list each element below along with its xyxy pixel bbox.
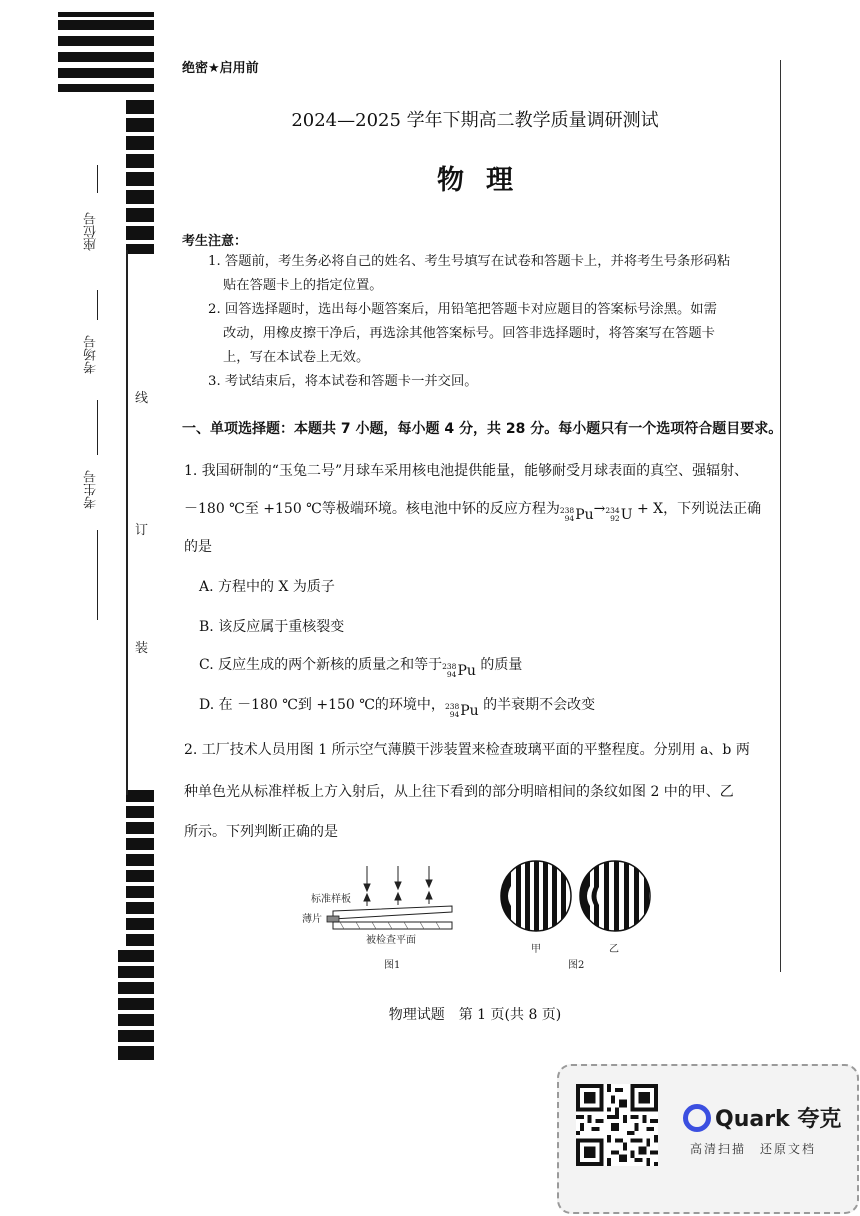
binding-bar — [58, 36, 154, 46]
binding-bar — [126, 136, 154, 150]
notice-text: 上，写在本试卷上无效。 — [223, 350, 370, 365]
air-wedge-diagram — [300, 858, 460, 970]
page-footer: 物理试题 第 1 页(共 8 页) — [388, 1007, 562, 1023]
binding-bar — [58, 20, 154, 30]
binding-xian: 线 — [135, 391, 149, 406]
right-margin-line — [780, 60, 781, 972]
binding-bar — [126, 154, 154, 168]
q2-line-3: 所示。下列判断正确的是 — [184, 824, 338, 840]
fig1-label-shim: 薄片 — [302, 914, 322, 925]
binding-bar — [126, 838, 154, 850]
q1-option-a: A. 方程中的 X 为质子 — [199, 579, 335, 595]
confidential-mark: 绝密★启用前 — [182, 61, 259, 76]
figure-1 — [300, 858, 460, 970]
binding-bar — [126, 790, 154, 802]
binding-bar — [126, 886, 154, 898]
fig1-label-flat: 被检查平面 — [366, 935, 416, 946]
subject-title: 物理 — [437, 165, 535, 196]
binding-zhuang: 装 — [135, 641, 149, 656]
qr-code-icon[interactable] — [576, 1084, 658, 1166]
mass-number: 238 — [559, 506, 575, 515]
notice-text: 2. 回答选择题时，选出每小题答案后，用铅笔把答题卡对应题目的答案标号涂黑。如需 — [208, 302, 717, 317]
seat-number-label: 座位号 — [84, 212, 99, 251]
binding-bar — [118, 982, 154, 994]
mass-number: 238 — [444, 702, 460, 711]
notice-item-2-cont — [208, 346, 756, 370]
quark-logo-icon — [683, 1104, 711, 1132]
atomic-number: 94 — [449, 710, 460, 719]
mass-number: 234 — [605, 506, 620, 515]
binding-bar — [126, 822, 154, 834]
notice-text: 3. 考试结束后，将本试卷和答题卡一并交回。 — [208, 374, 478, 389]
binding-bar — [126, 190, 154, 204]
binding-bar — [126, 172, 154, 186]
binding-bar — [126, 226, 154, 240]
quark-tagline: 高清扫描 还原文档 — [690, 1142, 817, 1156]
fig2-label-yi: 乙 — [609, 944, 619, 955]
binding-bar — [126, 870, 154, 882]
quark-brand-en: Quark — [715, 1107, 790, 1132]
q1-option-b: B. 该反应属于重核裂变 — [199, 619, 345, 635]
nuclide-pu — [442, 663, 476, 679]
element-symbol: U — [620, 507, 633, 523]
q1-line-1: 1. 我国研制的“玉兔二号”月球车采用核电池提供能量，能够耐受月球表面的真空、强辐射、 — [184, 463, 749, 479]
binding-bar — [126, 806, 154, 818]
binding-bar — [126, 902, 154, 914]
notice-item-2 — [208, 298, 756, 346]
notice-text: 贴在答题卡上的指定位置。 — [223, 278, 383, 293]
atomic-number: 94 — [564, 514, 575, 523]
option-text: 的质量 — [475, 657, 523, 673]
quark-brand-cn: 夸克 — [797, 1107, 842, 1132]
atomic-number: 94 — [446, 670, 457, 679]
nuclide-pu — [445, 703, 479, 719]
atomic-number: 92 — [610, 514, 620, 523]
binding-bar — [126, 244, 154, 254]
binding-ding: 订 — [135, 523, 149, 538]
binding-bar — [126, 118, 154, 132]
fringe-patterns — [498, 856, 654, 942]
exam-room-label: 考场号 — [84, 335, 99, 374]
q2-line-1: 2. 工厂技术人员用图 1 所示空气薄膜干涉装置来检查玻璃平面的平整程度。分别用 a、b 两 — [184, 742, 750, 758]
binding-bar — [58, 52, 154, 62]
q1-text: －180 ℃至 +150 ℃等极端环境。核电池中钚的反应方程为 — [184, 501, 560, 517]
binding-bar — [118, 966, 154, 978]
exam-title: 2024—2025 学年下期高二教学质量调研测试 — [291, 110, 659, 131]
q2-line-2: 种单色光从标准样板上方入射后，从上往下看到的部分明暗相间的条纹如图 2 中的甲、乙 — [184, 784, 734, 800]
notice-text: 1. 答题前，考生务必将自己的姓名、考生号填写在试卷和答题卡上，并将考生号条形码粘 — [208, 254, 731, 269]
binding-bar — [126, 100, 154, 114]
binding-bar — [58, 84, 154, 92]
binding-bar — [118, 950, 154, 962]
id-write-line — [97, 530, 98, 620]
candidate-number-label: 考生号 — [84, 470, 99, 509]
notice-heading: 考生注意： — [182, 234, 248, 249]
binding-bar — [58, 12, 154, 17]
q1-option-d — [199, 694, 595, 719]
element-symbol: Pu — [457, 663, 476, 679]
fig2-caption: 图2 — [568, 960, 585, 971]
notice-item-1 — [208, 250, 756, 298]
notice-item-3 — [208, 370, 756, 394]
option-text: D. 在 －180 ℃到 +150 ℃的环境中， — [199, 697, 445, 713]
binding-bar — [126, 918, 154, 930]
fig1-label-plate: 标准样板 — [311, 894, 351, 905]
element-symbol: Pu — [575, 507, 594, 523]
room-write-line — [97, 290, 98, 320]
binding-bar — [126, 854, 154, 866]
reaction-arrow: → — [593, 501, 606, 517]
id-write-line — [97, 400, 98, 455]
seat-write-line — [97, 165, 98, 193]
binding-bar — [118, 1030, 154, 1042]
element-symbol: Pu — [460, 703, 479, 719]
binding-bar — [118, 1014, 154, 1026]
quark-logo[interactable] — [683, 1102, 841, 1133]
q1-text: + X，下列说法正确 — [632, 501, 762, 517]
figure-2 — [498, 856, 654, 972]
binding-bar — [118, 1046, 154, 1060]
q1-option-c — [199, 654, 522, 679]
binding-bar — [126, 934, 154, 946]
option-text: C. 反应生成的两个新核的质量之和等于 — [199, 657, 443, 673]
fig1-caption: 图1 — [384, 960, 401, 971]
notice-text: 改动，用橡皮擦干净后，再选涂其他答案标号。回答非选择题时，将答案写在答题卡 — [223, 326, 715, 341]
binding-bar — [118, 998, 154, 1010]
q1-line-3: 的是 — [184, 539, 212, 555]
section-heading: 一、单项选择题：本题共 7 小题，每小题 4 分，共 28 分。每小题只有一个选项符合题目要求。 — [182, 421, 783, 437]
fig2-label-jia: 甲 — [531, 944, 541, 955]
option-text: 的半衰期不会改变 — [478, 697, 596, 713]
binding-bar — [126, 208, 154, 222]
mass-number: 238 — [442, 662, 457, 671]
binding-bar — [58, 68, 154, 78]
binding-cut-line — [126, 250, 128, 795]
